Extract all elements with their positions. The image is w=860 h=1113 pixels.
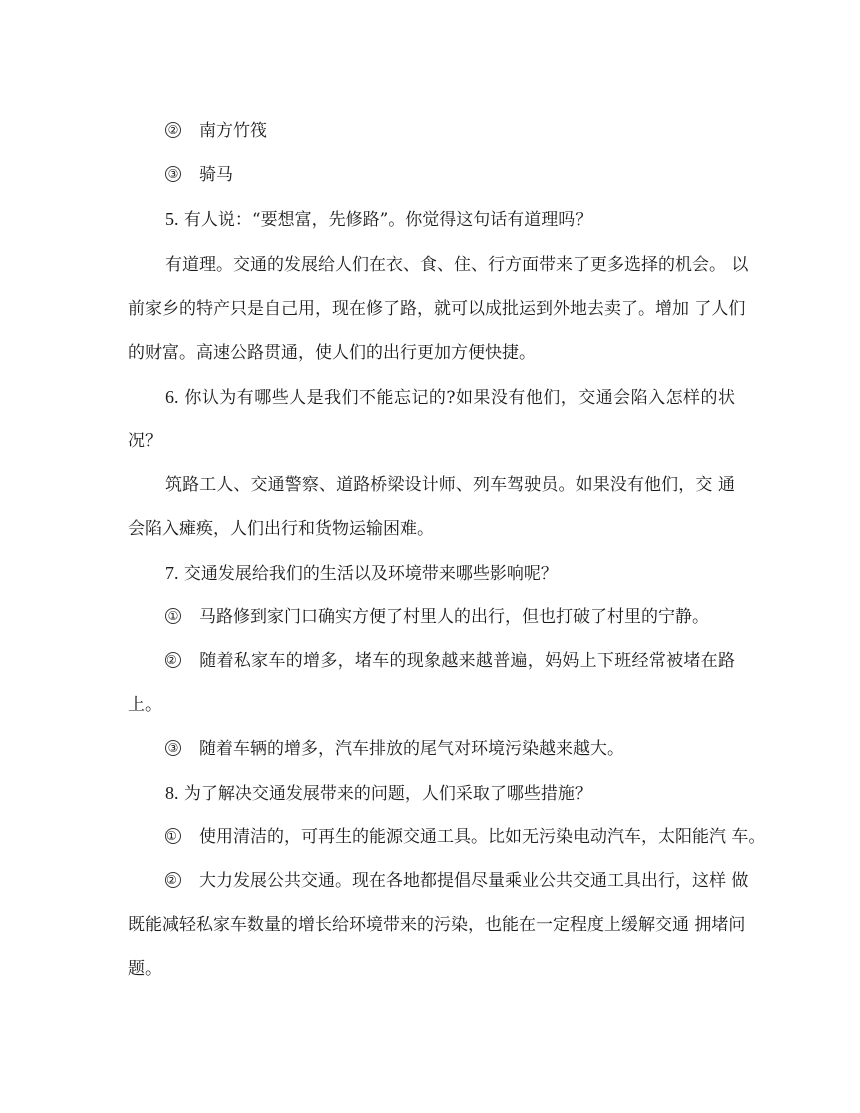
list-item-text: 大力发展公共交通。现在各地都提倡尽量乘业公共交通工具出行，这样 做 [199, 871, 749, 891]
list-item-text: 马路修到家门口确实方便了村里人的出行，但也打破了村里的宁静。 [199, 607, 709, 627]
circled-number: ② [165, 652, 181, 668]
list-item [165, 870, 749, 892]
list-item [165, 650, 735, 672]
question-text: 你认为有哪些人是我们不能忘记的?如果没有他们，交通会陷入怎样的状 [184, 388, 735, 408]
answer-paragraph-line: 的财富。高速公路贯通，使人们的出行更加方便快捷。 [128, 343, 536, 363]
list-item [165, 164, 233, 186]
answer-paragraph-line: 筑路工人、交通警察、道路桥梁设计师、列车驾驶员。如果没有他们，交 通 [165, 475, 735, 495]
circled-number: ① [165, 828, 181, 844]
question-5 [165, 208, 592, 230]
list-item-text: 南方竹筏 [199, 121, 267, 141]
question-text: 有人说：“要想富，先修路”。你觉得这句话有道理吗？ [183, 210, 593, 230]
circled-number: ② [165, 122, 181, 138]
question-number: 7. [165, 563, 179, 583]
question-text: 交通发展给我们的生活以及环境带来哪些影响呢？ [183, 564, 558, 584]
list-item-text: 骑马 [199, 165, 233, 185]
circled-number: ① [165, 608, 181, 624]
question-text: 为了解决交通发展带来的问题，人们采取了哪些措施？ [183, 784, 592, 804]
list-item-text: 随着车辆的增多，汽车排放的尾气对环境污染越来越大。 [199, 739, 624, 759]
question-number: 8. [165, 783, 179, 803]
answer-paragraph-line: 有道理。交通的发展给人们在衣、食、住、行方面带来了更多选择的机会。 以 [165, 255, 749, 275]
list-item-text-continued: 题。 [128, 959, 162, 979]
answer-paragraph-line: 会陷入瘫痪，人们出行和货物运输困难。 [128, 519, 434, 539]
list-item-text: 使用清洁的，可再生的能源交通工具。比如无污染电动汽车，太阳能汽 车。 [199, 827, 766, 847]
circled-number: ③ [165, 740, 181, 756]
list-item [165, 120, 267, 142]
answer-paragraph-line: 前家乡的特产只是自己用，现在修了路，就可以成批运到外地去卖了。增加 了人们 [128, 299, 746, 319]
question-6 [165, 386, 735, 408]
question-number: 5. [165, 209, 179, 229]
question-8 [165, 782, 592, 804]
list-item-text-continued: 上。 [128, 695, 162, 715]
list-item [165, 738, 624, 760]
circled-number: ③ [165, 166, 181, 182]
circled-number: ② [165, 872, 181, 888]
list-item-text-continued: 既能减轻私家车数量的增长给环境带来的污染，也能在一定程度上缓解交通 拥堵问 [128, 915, 746, 935]
list-item-text: 随着私家车的增多，堵车的现象越来越普遍，妈妈上下班经常被堵在路 [199, 651, 735, 671]
list-item [165, 826, 766, 848]
question-text-continued: 况？ [128, 431, 162, 451]
question-number: 6. [165, 387, 179, 407]
list-item [165, 606, 709, 628]
question-7 [165, 562, 558, 584]
